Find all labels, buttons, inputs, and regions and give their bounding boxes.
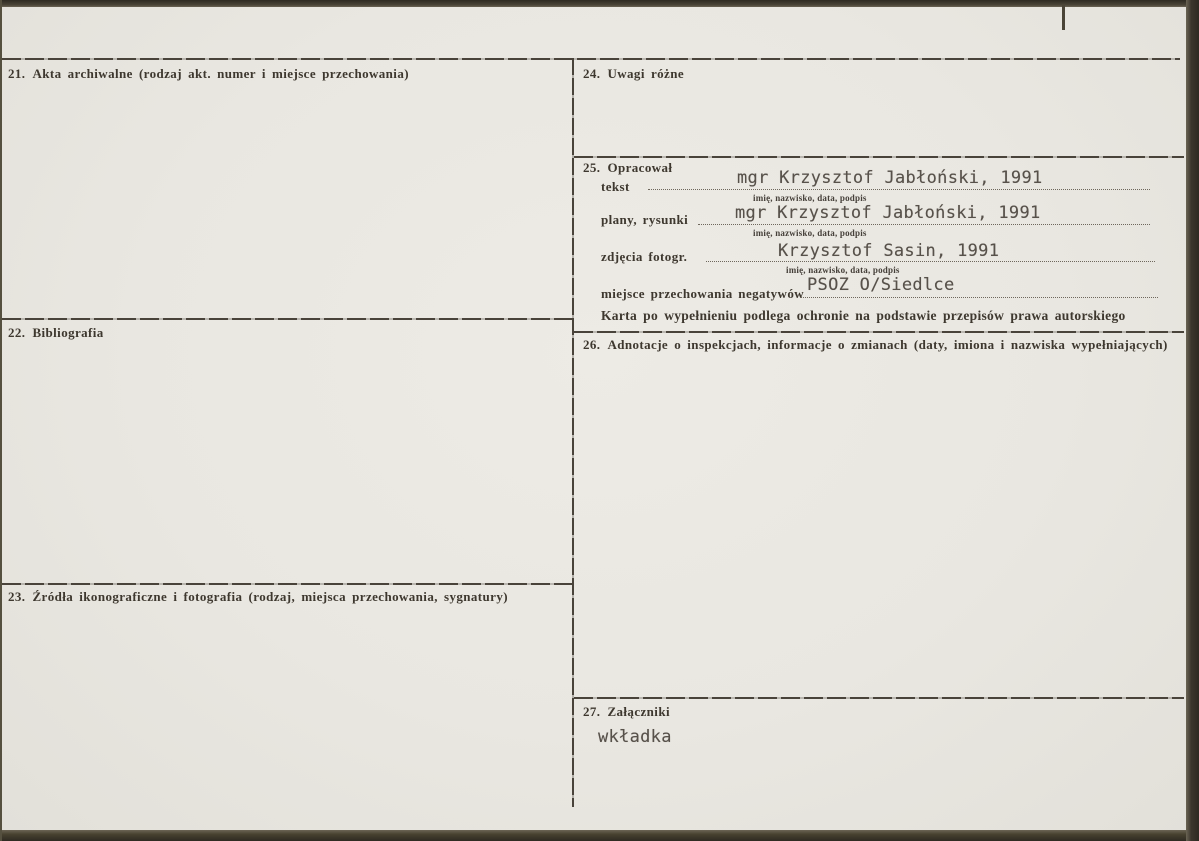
scan-edge-top [0,0,1199,7]
scan-artifact-mark [1062,4,1065,30]
section-27-value: wkładka [598,727,672,747]
field-plany-label: plany, rysunki [601,212,689,227]
section-24-number: 24. [583,66,601,81]
rule-above-section-27 [574,697,1184,699]
section-22-header [8,325,104,341]
field-zdjecia-sublabel: imię, nazwisko, data, podpis [786,265,900,275]
field-negatywy-line [800,297,1158,298]
section-23-number: 23. [8,589,26,604]
field-zdjecia-label: zdjęcia fotogr. [601,249,688,264]
field-plany-value: mgr Krzysztof Jabłoński, 1991 [735,203,1041,223]
section-24-header [583,66,684,82]
field-plany-sublabel: imię, nazwisko, data, podpis [753,228,867,238]
field-tekst-value: mgr Krzysztof Jabłoński, 1991 [737,168,1043,188]
section-27-header [583,704,670,720]
field-tekst-sublabel: imię, nazwisko, data, podpis [753,193,867,203]
section-22-label: Bibliografia [32,325,104,340]
section-25-number: 25. [583,160,601,175]
section-27-number: 27. [583,704,601,719]
section-21-label: Akta archiwalne (rodzaj akt. numer i miejsce przechowania) [32,66,409,81]
rule-above-section-23 [2,583,573,585]
section-24-label: Uwagi różne [607,66,685,81]
section-26-label: Adnotacje o inspekcjach, informacje o zmianach (daty, imiona i nazwiska wypełniających) [607,337,1168,352]
scan-edge-bottom [0,830,1199,841]
section-26-header [583,337,1168,353]
section-21-header [8,66,409,82]
field-negatywy-value: PSOZ O/Siedlce [807,275,955,295]
field-tekst-line [648,189,1150,190]
field-plany-line [698,224,1150,225]
scan-edge-right [1186,0,1199,841]
section-26-number: 26. [583,337,601,352]
section-21-number: 21. [8,66,26,81]
section-22-number: 22. [8,325,26,340]
column-divider [572,58,574,807]
section-23-label: Źródła ikonograficzne i fotografia (rodzaj, miejsca przechowania, sygnatury) [32,589,508,604]
field-zdjecia-value: Krzysztof Sasin, 1991 [778,241,1000,261]
section-23-header [8,589,508,605]
rule-above-section-26 [574,331,1184,333]
rule-above-section-25 [574,156,1184,158]
section-25-header [583,160,672,176]
copyright-note: Karta po wypełnieniu podlega ochronie na podstawie przepisów prawa autorskiego [601,308,1126,323]
field-zdjecia-line [706,261,1155,262]
field-negatywy-label: miejsce przechowania negatywów [601,286,805,301]
section-25-label: Opracował [607,160,673,175]
field-tekst-label: tekst [601,179,630,194]
scan-edge-left [0,0,2,841]
rule-above-section-22 [2,318,573,320]
rule-top [2,58,1180,60]
section-27-label: Załączniki [607,704,670,719]
